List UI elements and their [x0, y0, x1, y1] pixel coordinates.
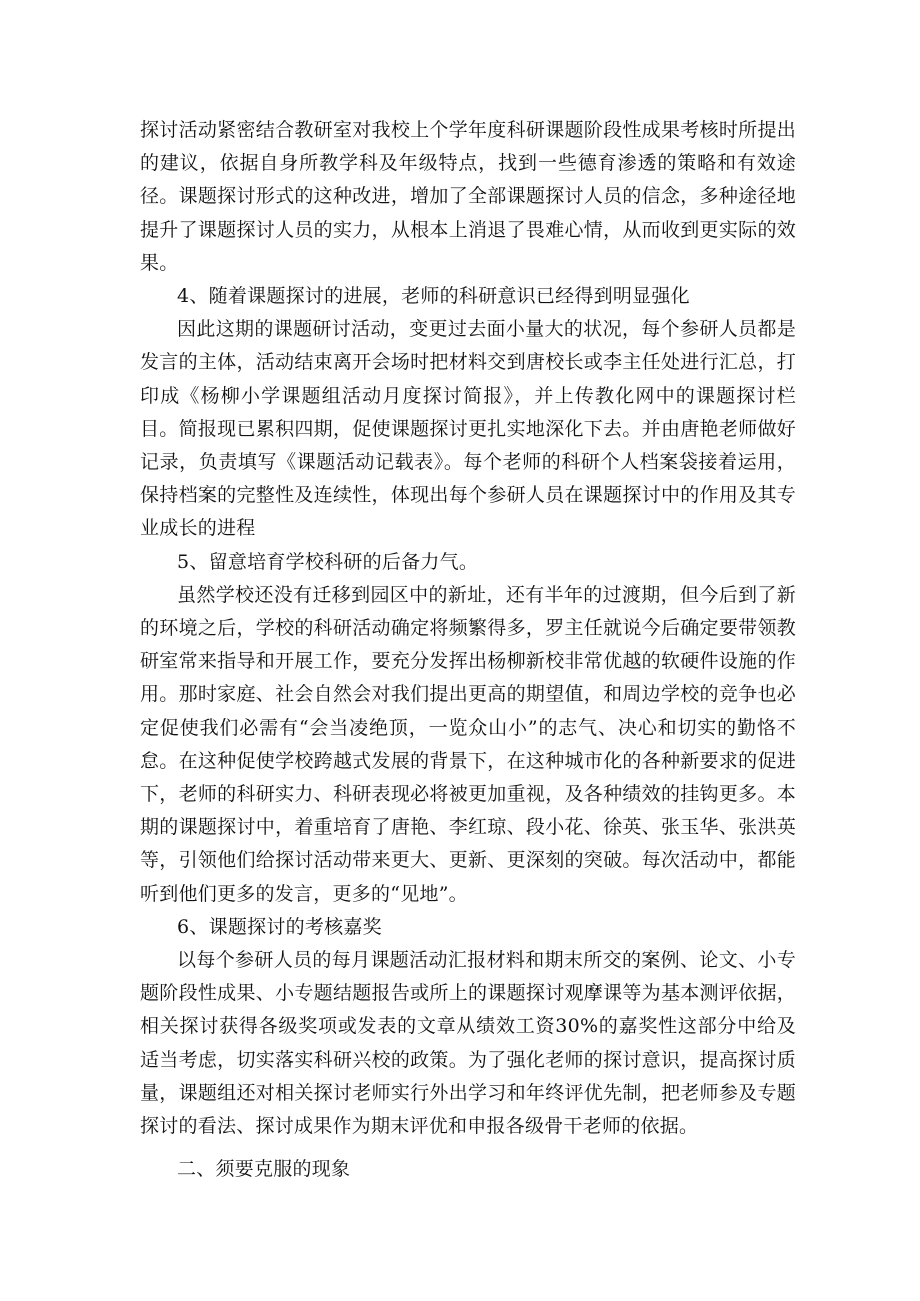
paragraph-assessment-reward: 以每个参研人员的每月课题活动汇报材料和期末所交的案例、论文、小专题阶段性成果、小专题结题报告或所上的课题探讨观摩课等为基本测评依据，相关探讨获得各级奖项或发表的文章从绩效工资30%的嘉奖性这部分中给及适当考虑，切实落实科研兴校的政策。为了强化老师的探讨意识，提高探讨质量，课题组还对相关探讨老师实行外出学习和年终评优先制，把老师参及专题探讨的看法、探讨成果作为期末评优和申报各级骨干老师的依据。	[140, 949, 796, 1138]
document-body	[140, 114, 796, 1187]
section-heading-4: 4、随着课题探讨的进展，老师的科研意识已经得到明显强化	[177, 285, 690, 308]
section-heading-6: 6、课题探讨的考核嘉奖	[177, 915, 382, 938]
paragraph-research-activity: 因此这期的课题研讨活动，变更过去面小量大的状况，每个参研人员都是发言的主体，活动结束离开会场时把材料交到唐校长或李主任处进行汇总，打印成《杨柳小学课题组活动月度探讨简报》，并上传教化网中的课题探讨栏目。简报现已累积四期，促使课题探讨更扎实地深化下去。并由唐艳老师做好记录，负责填写《课题活动记载表》。每个老师的科研个人档案袋接着运用，保持档案的完整性及连续性，体现出每个参研人员在课题探讨中的作用及其专业成长的进程	[140, 318, 796, 540]
paragraph-new-campus: 虽然学校还没有迁移到园区中的新址，还有半年的过渡期，但今后到了新的环境之后，学校的科研活动确定将频繁得多，罗主任就说今后确定要带领教研室常来指导和开展工作，要充分发挥出杨柳新校非常优越的软硬件设施的作用。那时家庭、社会自然会对我们提出更高的期望值，和周边学校的竞争也必定促使我们必需有“会当凌绝顶，一览众山小”的志气、决心和切实的勤恪不怠。在这种促使学校跨越式发展的背景下，在这种城市化的各种新要求的促进下，老师的科研实力、科研表现必将被更加重视，及各种绩效的挂钩更多。本期的课题探讨中，着重培育了唐艳、李红琼、段小花、徐英、张玉华、张洪英等，引领他们给探讨活动带来更大、更新、更深刻的突破。每次活动中，都能听到他们更多的发言，更多的“见地”。	[140, 583, 796, 905]
section-heading-problems: 二、须要克服的现象	[177, 1158, 351, 1181]
paragraph-continuation: 探讨活动紧密结合教研室对我校上个学年度科研课题阶段性成果考核时所提出的建议，依据自身所教学科及年级特点，找到一些德育渗透的策略和有效途径。课题探讨形式的这种改进，增加了全部课题探讨人员的信念，多种途径地提升了课题探讨人员的实力，从根本上消退了畏难心情，从而收到更实际的效果。	[140, 119, 796, 274]
section-heading-5: 5、留意培育学校科研的后备力气。	[177, 550, 479, 573]
